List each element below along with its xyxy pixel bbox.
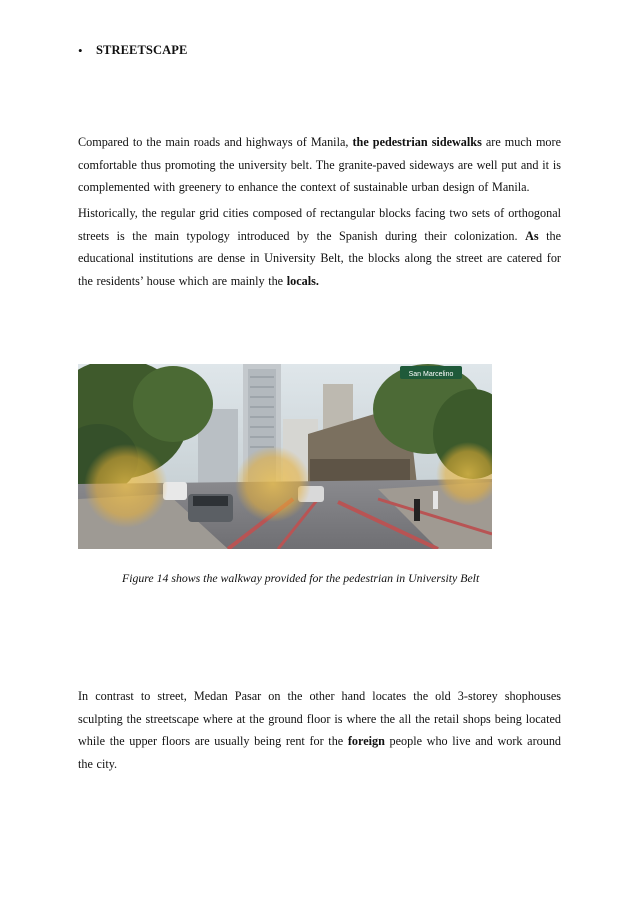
- emphasis-text: the pedestrian sidewalks: [352, 135, 482, 149]
- paragraph-text: people who live and work around the city.: [78, 734, 562, 771]
- heading-text: STREETSCAPE: [96, 43, 188, 57]
- street-sign-text: San Marcelino: [408, 371, 454, 378]
- figure-caption: Figure 14 shows the walkway provided for the pedestrian in University Belt: [122, 571, 480, 585]
- paragraph-text: Historically, the regular grid cities composed of rectangular blocks facing two sets of orthogonal streets is the main typology introduced by the Spanish during their colonization.: [78, 206, 561, 243]
- emphasis-text: foreign: [347, 734, 385, 748]
- section-heading: [78, 43, 188, 58]
- walkway-highlight: [235, 446, 311, 522]
- paragraph-sidewalks: [78, 131, 561, 199]
- paragraph-text: are much more comfortable thus promoting the university belt. The granite-paved sideways are well put and it is complemented with greenery to enhance the context of sustainable urban design of Manila.: [78, 135, 561, 194]
- paragraph-text: Compared to the main roads and highways of Manila,: [78, 135, 353, 149]
- walkway-highlight: [84, 444, 168, 528]
- paragraph-medan-pasar: [78, 685, 561, 775]
- emphasis-text: locals.: [286, 273, 319, 288]
- bullet-icon: •: [78, 43, 83, 58]
- emphasis-text: As: [525, 228, 539, 243]
- paragraph-text: In contrast to street, Medan Pasar on the other hand locates the old 3-storey shophouses sculpting the streetscape where at the ground floor is where the all the retail shops being located while the upper floors are usually being rent for the: [78, 689, 561, 748]
- paragraph-text: the educational institutions are dense in University Belt, the blocks along the street are catered for the residents’ house which are mainly the: [78, 228, 561, 288]
- paragraph-history: [78, 202, 561, 292]
- street-photo-illustration: [78, 364, 492, 549]
- street-photo: [78, 364, 492, 549]
